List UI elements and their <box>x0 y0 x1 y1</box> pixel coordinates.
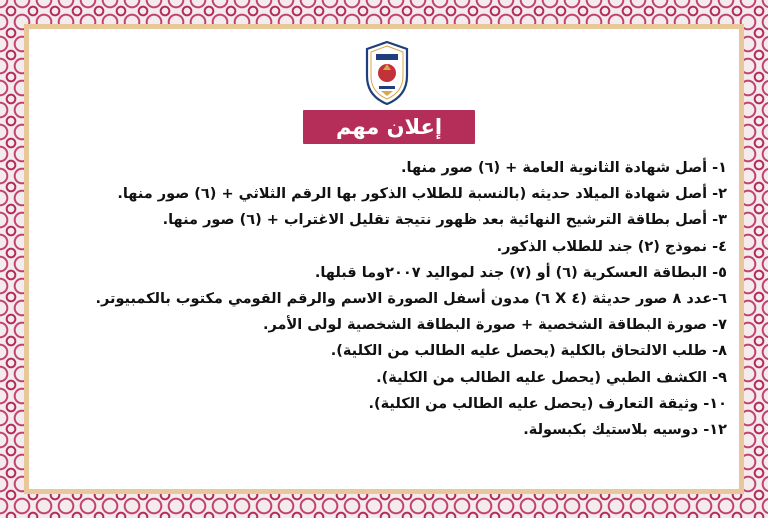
list-item: ٨- طلب الالتحاق بالكلية (يحصل عليه الطالب من الكلية). <box>330 343 727 360</box>
requirements-list <box>95 155 727 443</box>
list-item: ٣- أصل بطاقة الترشيح النهائية بعد ظهور نتيجة تقليل الاغتراب + (٦) صور منها. <box>162 212 727 229</box>
university-logo-icon <box>364 40 410 106</box>
list-item: ١- أصل شهادة الثانوية العامة + (٦) صور منها. <box>401 160 727 176</box>
list-item: ٧- صورة البطاقة الشخصية + صورة البطاقة الشخصية لولى الأمر. <box>262 317 727 334</box>
list-item: ٢- أصل شهادة الميلاد حديثه (بالنسبة للطلاب الذكور بها الرقم الثلاثي + (٦) صور منها. <box>117 186 727 203</box>
announcement-panel <box>35 35 733 483</box>
list-item: ١٠- وثيقة التعارف (يحصل عليه الطالب من الكلية). <box>368 395 727 412</box>
list-item: ١٢- دوسيه بلاستيك بكبسولة. <box>523 421 727 438</box>
list-item: ٦-عدد ٨ صور حديثة (٤ X ٦) مدون أسفل الصورة الاسم والرقم القومي مكتوب بالكمبيوتر. <box>95 290 727 307</box>
gold-frame <box>24 24 744 494</box>
list-item: ٥- البطاقة العسكرية (٦) أو (٧) جند لمواليد ٢٠٠٧وما قبلها. <box>314 264 727 281</box>
list-item: ٤- نموذج (٢) جند للطلاب الذكور. <box>496 238 727 255</box>
announcement-title: إعلان مهم <box>303 110 475 144</box>
list-item: ٩- الكشف الطبي (يحصل عليه الطالب من الكلية). <box>376 369 727 386</box>
